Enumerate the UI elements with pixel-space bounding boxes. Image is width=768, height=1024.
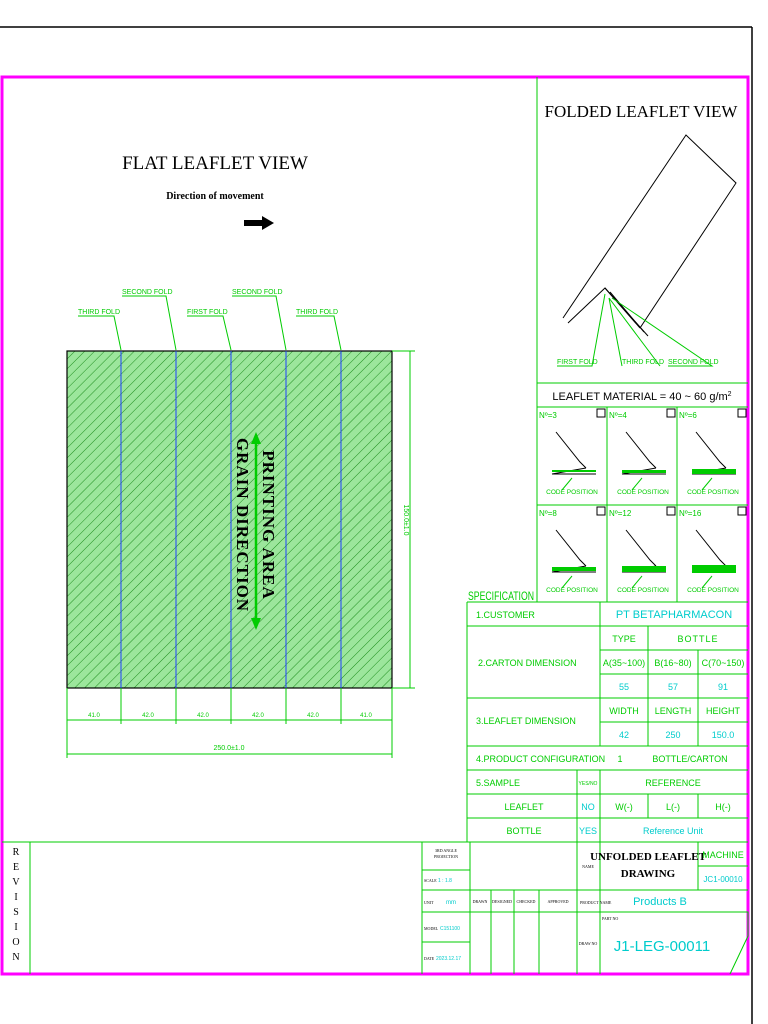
svg-text:57: 57: [667, 682, 679, 692]
svg-text:PART NO: PART NO: [602, 916, 619, 921]
svg-text:SCALE: SCALE: [424, 878, 437, 883]
code-position: CODE POSITION: [546, 489, 598, 496]
svg-text:UNFOLDED LEAFLET: UNFOLDED LEAFLET: [590, 851, 706, 863]
grain-direction-text: GRAIN DIRECTION: [233, 437, 252, 613]
svg-text:PT BETAPHARMACON: PT BETAPHARMACON: [615, 609, 733, 621]
svg-text:DESIGNED: DESIGNED: [492, 899, 512, 904]
svg-text:55: 55: [618, 682, 630, 692]
printing-area-text: PRINTING AREA: [259, 450, 278, 600]
folded-second-fold-label: SECOND FOLD: [668, 359, 719, 366]
svg-text:APPROVED: APPROVED: [547, 899, 569, 904]
svg-text:TYPE: TYPE: [612, 634, 636, 644]
svg-text:C151100: C151100: [440, 926, 460, 932]
svg-text:LEAFLET: LEAFLET: [504, 802, 544, 812]
segment-dim: 42.0: [142, 713, 154, 719]
svg-text:1: 1: [617, 754, 623, 764]
flat-view-title: FLAT LEAFLET VIEW: [122, 153, 308, 174]
revision-label: [12, 847, 20, 963]
folded-leaflet-sketch: [563, 135, 736, 336]
svg-text:mm: mm: [446, 900, 456, 906]
segment-dim: 41.0: [360, 713, 372, 719]
svg-text:JC1-00010: JC1-00010: [703, 875, 743, 884]
svg-text:MODEL: MODEL: [424, 926, 439, 931]
title-block-cells: [424, 848, 744, 962]
svg-text:I: I: [14, 892, 18, 903]
leaflet-panel: [67, 351, 392, 688]
svg-text:L(-): L(-): [666, 802, 680, 812]
svg-text:MACHINE: MACHINE: [702, 850, 744, 860]
direction-arrow-icon: [244, 216, 274, 230]
config-n: Nº=12: [609, 509, 632, 518]
config-n: Nº=4: [609, 411, 627, 420]
svg-text:2.CARTON DIMENSION: 2.CARTON DIMENSION: [478, 658, 577, 668]
third-fold-label: THIRD FOLD: [78, 309, 120, 316]
direction-text: Direction of movement: [166, 191, 264, 202]
config-n: Nº=16: [679, 509, 702, 518]
svg-text:1 : 1.8: 1 : 1.8: [438, 878, 452, 884]
svg-text:YES: YES: [578, 826, 598, 836]
svg-text:YES/NO: YES/NO: [578, 781, 598, 787]
leaflet-material-text: LEAFLET MATERIAL = 40 ~ 60 $g/m^2$: [552, 391, 732, 403]
segment-dim: 42.0: [307, 713, 319, 719]
svg-text:4.PRODUCT CONFIGURATION: 4.PRODUCT CONFIGURATION: [476, 754, 606, 764]
segment-dim: 42.0: [252, 713, 264, 719]
code-position: CODE POSITION: [617, 489, 669, 496]
svg-text:3RD ANGLE: 3RD ANGLE: [435, 848, 457, 853]
config-n: Nº=6: [679, 411, 697, 420]
svg-text:250: 250: [665, 730, 681, 740]
third-fold-label: THIRD FOLD: [296, 309, 338, 316]
svg-text:150.0: 150.0: [711, 730, 735, 740]
svg-text:150.0±1.0: 150.0±1.0: [402, 504, 409, 536]
svg-text:PROJECTION: PROJECTION: [433, 854, 459, 859]
svg-text:C(70~150): C(70~150): [701, 658, 745, 668]
svg-text:42: 42: [618, 730, 630, 740]
svg-text:HEIGHT: HEIGHT: [705, 706, 741, 716]
fold-labels-top: [78, 289, 341, 350]
code-position: CODE POSITION: [687, 587, 739, 594]
svg-text:Products B: Products B: [633, 896, 687, 908]
config-n: Nº=8: [539, 509, 557, 518]
svg-text:BOTTLE: BOTTLE: [677, 634, 719, 644]
drawing-number: J1-LEG-00011: [613, 938, 711, 955]
specification-title: SPECIFICATION: [468, 589, 534, 603]
svg-text:BOTTLE: BOTTLE: [506, 826, 542, 836]
svg-text:W(-): W(-): [615, 802, 633, 812]
svg-text:O: O: [12, 937, 20, 948]
svg-text:V: V: [12, 877, 20, 888]
svg-text:2023.12.17: 2023.12.17: [436, 956, 462, 962]
svg-text:E: E: [12, 862, 20, 873]
svg-text:B(16~80): B(16~80): [654, 658, 692, 668]
svg-text:DRAW NO: DRAW NO: [578, 941, 598, 946]
folded-third-fold-label: THIRD FOLD: [622, 359, 664, 366]
svg-text:REFERENCE: REFERENCE: [645, 778, 701, 788]
svg-text:N: N: [12, 952, 20, 963]
second-fold-label: SECOND FOLD: [122, 289, 173, 296]
svg-text:UNIT: UNIT: [424, 900, 434, 905]
svg-text:WIDTH: WIDTH: [609, 706, 639, 716]
segment-dim: 42.0: [197, 713, 209, 719]
svg-text:DRAWING: DRAWING: [620, 868, 676, 880]
svg-text:NO: NO: [581, 802, 595, 812]
segment-dim: 41.0: [88, 713, 100, 719]
svg-text:R: R: [12, 847, 20, 858]
svg-text:DATE: DATE: [424, 956, 435, 961]
svg-text:250.0±1.0: 250.0±1.0: [213, 745, 245, 752]
svg-text:Reference Unit: Reference Unit: [642, 826, 704, 836]
svg-text:H(-): H(-): [715, 802, 731, 812]
width-dimension: [67, 745, 392, 754]
config-n: Nº=3: [539, 411, 557, 420]
folded-view-title: FOLDED LEAFLET VIEW: [544, 102, 738, 121]
code-position: CODE POSITION: [617, 587, 669, 594]
code-position: CODE POSITION: [687, 489, 739, 496]
svg-text:3.LEAFLET DIMENSION: 3.LEAFLET DIMENSION: [476, 716, 576, 726]
svg-text:A(35~100): A(35~100): [602, 658, 646, 668]
svg-text:NAME: NAME: [582, 864, 594, 869]
svg-text:CHECKED: CHECKED: [516, 899, 536, 904]
code-position: CODE POSITION: [546, 587, 598, 594]
first-fold-label: FIRST FOLD: [187, 309, 228, 316]
svg-text:LENGTH: LENGTH: [654, 706, 692, 716]
folded-first-fold-label: FIRST FOLD: [557, 359, 598, 366]
svg-text:5.SAMPLE: 5.SAMPLE: [476, 778, 521, 788]
svg-text:BOTTLE/CARTON: BOTTLE/CARTON: [652, 754, 728, 764]
height-dimension: [392, 351, 415, 688]
svg-text:1.CUSTOMER: 1.CUSTOMER: [476, 610, 535, 620]
svg-text:S: S: [13, 907, 19, 918]
config-cells: [539, 411, 739, 594]
svg-text:I: I: [14, 922, 18, 933]
svg-text:DRAWN: DRAWN: [472, 899, 488, 904]
svg-text:91: 91: [717, 682, 729, 692]
svg-text:PRODUCT NAME: PRODUCT NAME: [580, 900, 612, 905]
second-fold-label: SECOND FOLD: [232, 289, 283, 296]
